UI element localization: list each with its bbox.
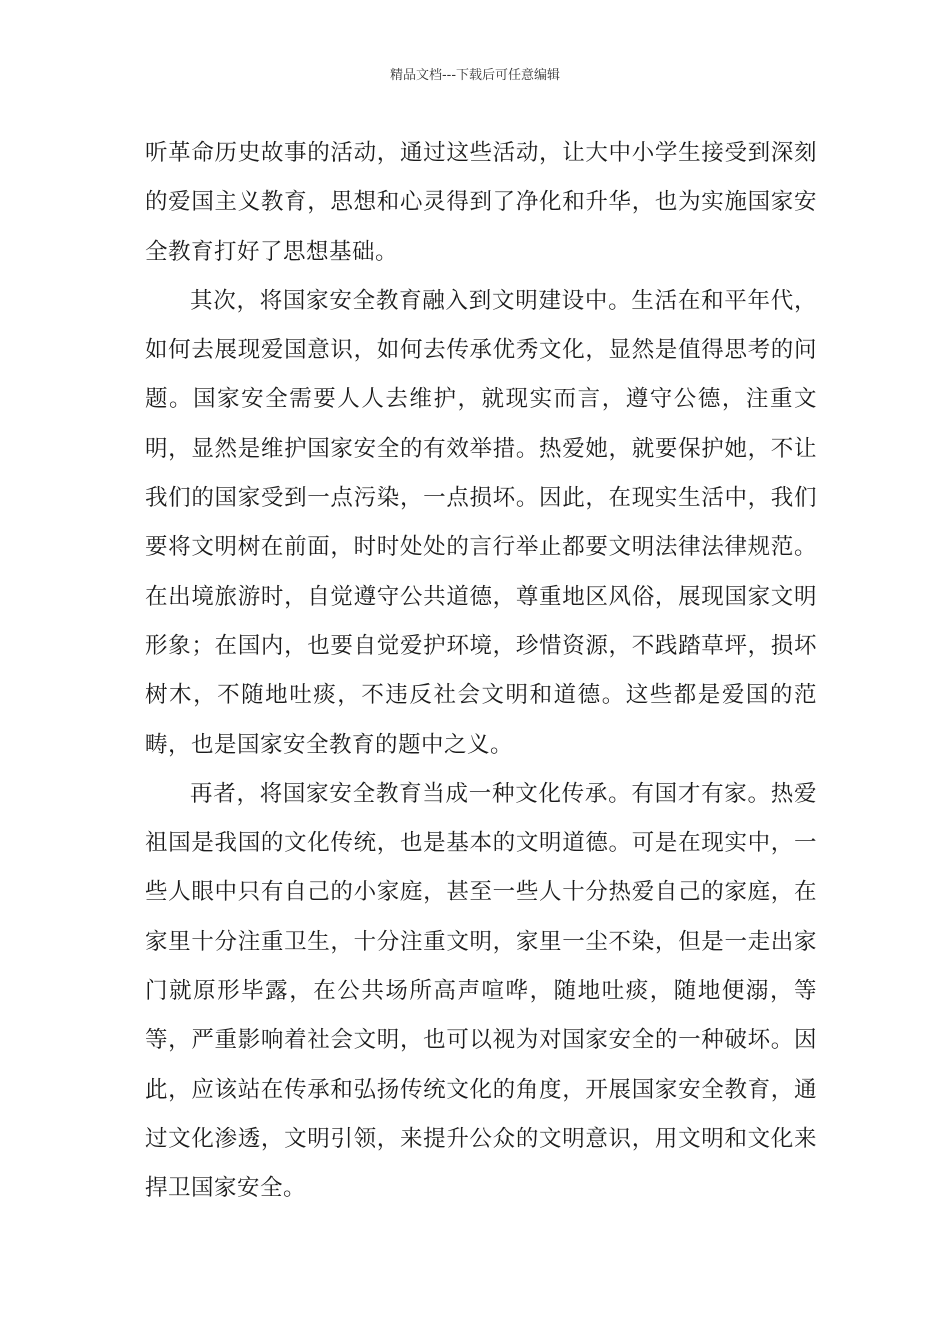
paragraph-culture: 再者，将国家安全教育当成一种文化传承。有国才有家。热爱祖国是我国的文化传统，也是基本的文明道德。可是在现实中，一些人眼中只有自己的小家庭，甚至一些人十分热爱自己的家庭，在家里十分注重卫生，十分注重文明，家里一尘不染，但是一走出家门就原形毕露，在公共场所高声喧哗，随地吐痰，随地便溺，等等，严重影响着社会文明，也可以视为对国家安全的一种破坏。因此，应该站在传承和弘扬传统文化的角度，开展国家安全教育，通过文化渗透，文明引领，来提升公众的文明意识，用文明和文化来捍卫国家安全。 bbox=[145, 780, 817, 1202]
paragraph-civilization: 其次，将国家安全教育融入到文明建设中。生活在和平年代，如何去展现爱国意识，如何去传承优秀文化，显然是值得思考的问题。国家安全需要人人去维护，就现实而言，遵守公德，注重文明，显然是维护国家安全的有效举措。热爱她，就要保护她，不让我们的国家受到一点污染，一点损坏。因此，在现实生活中，我们要将文明树在前面，时时处处的言行举止都要文明法律法律规范。在出境旅游时，自觉遵守公共道德，尊重地区风俗，展现国家文明形象；在国内，也要自觉爱护环境，珍惜资源，不践踏草坪，损坏树木，不随地吐痰，不违反社会文明和道德。这些都是爱国的范畴，也是国家安全教育的题中之义。 bbox=[145, 287, 817, 758]
document-body bbox=[145, 129, 817, 1214]
page-header: 精品文档---下载后可任意编辑 bbox=[389, 68, 561, 83]
paragraph-continuation: 听革命历史故事的活动，通过这些活动，让大中小学生接受到深刻的爱国主义教育，思想和心灵得到了净化和升华，也为实施国家安全教育打好了思想基础。 bbox=[145, 140, 817, 265]
